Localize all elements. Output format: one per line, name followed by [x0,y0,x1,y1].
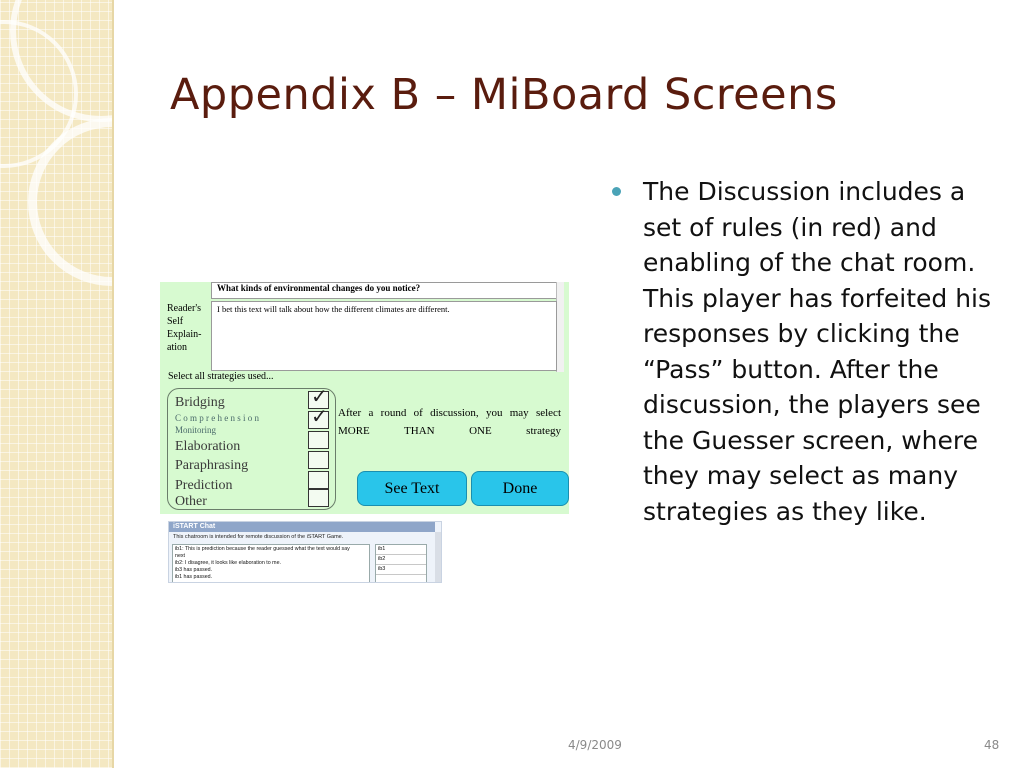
strategy-list [167,384,336,510]
check-mark-icon: ✓ [311,384,328,408]
bullet-text: The Discussion includes a set of rules (in red) and enabling of the chat room. This player has forfeited his responses by clicking the “Pass” button. After the discussion, the players see the Guesser screen, where they may select as many strategies as they like. [643,177,992,526]
checkbox-prediction[interactable] [308,471,329,489]
chat-log[interactable] [172,544,370,583]
strategy-elaboration[interactable]: Elaboration [175,439,241,454]
chat-message: ib3 has passed. [175,567,213,573]
bullet-list [612,174,992,529]
checkbox-elaboration[interactable] [308,431,329,449]
reader-label-line: Explain- [167,329,202,340]
chat-user-list [375,544,427,583]
scrollbar[interactable] [556,282,564,372]
chat-title: iSTART Chat [169,522,435,532]
strategy-monitoring[interactable]: Monitoring [175,425,217,435]
strategy-bridging[interactable]: Bridging [175,395,225,410]
strategy-paraphrasing[interactable]: Paraphrasing [175,458,249,473]
chat-message: ib1: This is prediction because the reader guessed what the text would say [175,546,350,552]
question-box [211,282,559,299]
reader-label-line: Self [167,316,184,327]
checkbox-comprehension-monitoring[interactable] [308,404,329,429]
explanation-text: I bet this text will talk about how the different climates are different. [217,304,450,314]
chat-message: ib1 has passed. [175,574,213,580]
rule-instruction: After a round of discussion, you may select MORE THAN ONE strategy [338,407,561,437]
footer-date: 4/9/2009 [568,738,622,752]
chat-user[interactable]: ib2 [376,555,426,565]
select-strategies-label: Select all strategies used... [168,371,274,382]
chat-user[interactable]: ib1 [376,545,426,555]
band-divider [112,0,114,768]
scrollbar[interactable] [435,532,441,582]
chat-message: ib2: I disagree, it looks like elaboration to me. [175,560,281,566]
reader-label-line: ation [167,342,187,353]
strategy-other[interactable]: Other [175,494,207,509]
check-mark-icon: ✓ [311,404,328,428]
decorative-side-band [0,0,112,768]
strategy-comprehension[interactable]: C o m p r e h e n s i o n [175,413,259,423]
strategy-prediction[interactable]: Prediction [175,478,233,493]
explanation-textarea[interactable] [211,301,557,371]
chat-note: This chatroom is intended for remote discussion of the iSTART Game. [173,534,344,540]
bullet-dot-icon [612,187,621,196]
question-text: What kinds of environmental changes do you notice? [217,283,421,293]
slide-number: 48 [984,738,1000,752]
chat-user[interactable]: ib3 [376,565,426,575]
chat-message: next [175,553,186,559]
slide-title: Appendix B – MiBoard Screens [170,70,838,120]
checkbox-other[interactable] [308,489,329,507]
miboard-screenshot [160,282,569,514]
chat-screenshot [168,521,442,583]
reader-label-line: Reader's [167,303,202,314]
done-button[interactable]: Done [471,471,569,506]
checkbox-paraphrasing[interactable] [308,451,329,469]
see-text-button[interactable]: See Text [357,471,467,506]
